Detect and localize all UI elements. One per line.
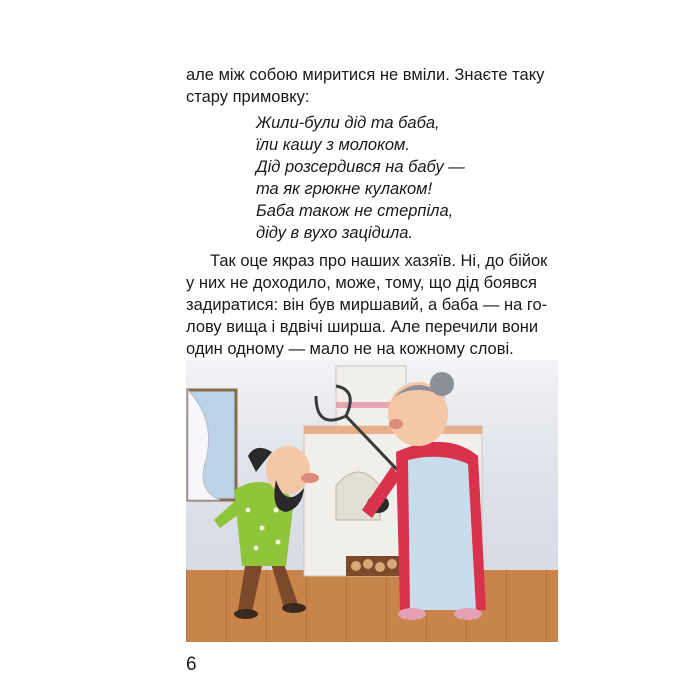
- intro-line-1: але між собою миритися не вміли. Знаєте таку: [186, 66, 545, 84]
- intro-line-2: стару примовку:: [186, 88, 310, 106]
- paragraph-line: Так оце якраз про наших хазяїв. Ні, до бійок: [210, 252, 548, 270]
- poem-line: та як грюкне кулаком!: [256, 180, 433, 198]
- paragraph-line: один одному — мало не на кожному слові.: [186, 340, 514, 358]
- poem-line: Баба також не стерпіла,: [256, 202, 454, 220]
- paragraph-line: лову вища і вдвічі ширша. Але перечили вони: [186, 318, 539, 336]
- poem-line: діду в вухо зацідила.: [256, 224, 414, 242]
- illustration-old-couple-arguing: [186, 360, 558, 642]
- poem-line: їли кашу з молоком.: [256, 136, 410, 154]
- poem-line: Жили-були дід та баба,: [256, 114, 440, 132]
- poem-line: Дід розсердився на бабу —: [256, 158, 465, 176]
- page-number: 6: [186, 654, 197, 675]
- paragraph-line: задиратися: він був миршавий, а баба — на го-: [186, 296, 548, 314]
- page-text: [186, 64, 558, 360]
- paragraph-line: у них не доходило, може, тому, що дід боявся: [186, 274, 537, 292]
- paragraph-2: [186, 250, 558, 360]
- poem: [256, 112, 558, 244]
